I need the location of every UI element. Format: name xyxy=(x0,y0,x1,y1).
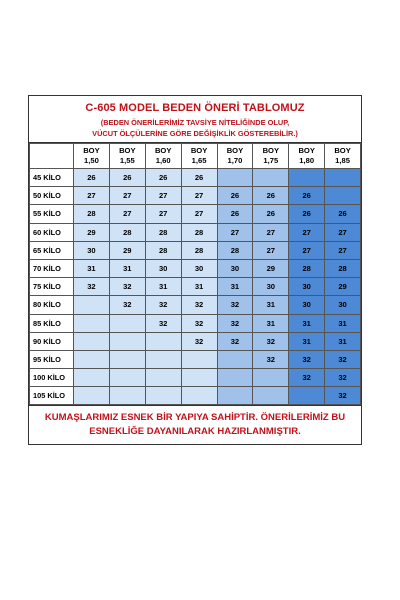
height-header-top: BOY xyxy=(119,146,136,155)
size-cell xyxy=(181,387,217,405)
size-cell: 27 xyxy=(217,223,253,241)
table-row xyxy=(30,169,361,187)
size-cell: 27 xyxy=(325,223,361,241)
size-cell: 32 xyxy=(289,350,325,368)
height-header-6 xyxy=(253,144,289,169)
height-header-top: BOY xyxy=(226,146,244,155)
size-cell: 28 xyxy=(145,241,181,259)
size-cell: 26 xyxy=(145,169,181,187)
table-row xyxy=(30,278,361,296)
size-cell xyxy=(217,350,253,368)
size-cell: 27 xyxy=(74,187,110,205)
page-title: C-605 MODEL BEDEN ÖNERİ TABLOMUZ xyxy=(85,102,305,114)
size-cell: 29 xyxy=(325,278,361,296)
weight-label: 90 KİLO xyxy=(30,332,74,350)
size-cell: 27 xyxy=(145,187,181,205)
size-cell: 32 xyxy=(325,350,361,368)
table-row xyxy=(30,259,361,277)
size-cell xyxy=(217,369,253,387)
size-cell xyxy=(109,350,145,368)
weight-label: 55 KİLO xyxy=(30,205,74,223)
size-cell: 28 xyxy=(145,223,181,241)
size-cell xyxy=(181,350,217,368)
size-cell: 32 xyxy=(181,296,217,314)
size-cell: 31 xyxy=(325,332,361,350)
size-cell xyxy=(217,169,253,187)
height-header-value: 1,70 xyxy=(227,156,243,165)
subtitle-line-1: (BEDEN ÖNERİLERİMİZ TAVSİYE NİTELİĞİNDE OLUP, xyxy=(100,118,290,127)
size-cell: 27 xyxy=(109,205,145,223)
size-cell: 32 xyxy=(217,296,253,314)
size-chart xyxy=(28,95,362,445)
size-cell: 26 xyxy=(217,205,253,223)
height-header-value: 1,50 xyxy=(84,156,99,165)
size-cell xyxy=(289,169,325,187)
weight-label: 85 KİLO xyxy=(30,314,74,332)
size-cell xyxy=(253,169,289,187)
height-header-4 xyxy=(181,144,217,169)
size-cell xyxy=(145,350,181,368)
size-cell: 31 xyxy=(181,278,217,296)
table-row xyxy=(30,241,361,259)
corner-cell xyxy=(30,144,74,169)
weight-label: 50 KİLO xyxy=(30,187,74,205)
size-cell xyxy=(74,332,110,350)
size-cell xyxy=(74,369,110,387)
size-cell: 28 xyxy=(217,241,253,259)
size-cell xyxy=(145,369,181,387)
size-cell: 31 xyxy=(253,314,289,332)
size-cell: 30 xyxy=(217,259,253,277)
size-cell: 27 xyxy=(289,241,325,259)
size-cell xyxy=(253,387,289,405)
size-cell: 31 xyxy=(253,296,289,314)
size-cell xyxy=(109,332,145,350)
size-cell: 28 xyxy=(181,241,217,259)
size-cell: 32 xyxy=(325,387,361,405)
footer-line-1: KUMAŞLARIMIZ ESNEK BİR YAPIYA SAHİPTİR. ÖNERİLERİMİZ BU xyxy=(44,412,346,424)
height-header-value: 1,75 xyxy=(263,156,279,165)
size-cell xyxy=(74,296,110,314)
table-row xyxy=(30,296,361,314)
size-cell: 32 xyxy=(289,369,325,387)
table-row xyxy=(30,223,361,241)
size-cell: 32 xyxy=(325,369,361,387)
table-row xyxy=(30,369,361,387)
size-cell: 32 xyxy=(109,278,145,296)
size-cell: 32 xyxy=(217,332,253,350)
size-cell: 27 xyxy=(109,187,145,205)
size-cell: 29 xyxy=(253,259,289,277)
size-cell xyxy=(109,314,145,332)
size-cell: 31 xyxy=(145,278,181,296)
size-cell: 29 xyxy=(74,223,110,241)
footer-note xyxy=(29,405,361,444)
size-cell: 30 xyxy=(289,296,325,314)
size-cell: 31 xyxy=(289,332,325,350)
size-cell: 31 xyxy=(217,278,253,296)
size-cell: 27 xyxy=(325,241,361,259)
height-header-top: BOY xyxy=(298,146,315,155)
size-cell: 28 xyxy=(74,205,110,223)
size-cell xyxy=(74,314,110,332)
size-cell xyxy=(74,350,110,368)
height-header-3 xyxy=(145,144,181,169)
height-header-value: 1,55 xyxy=(119,156,135,165)
header-block xyxy=(29,96,361,143)
height-header-8 xyxy=(325,144,361,169)
size-cell xyxy=(145,332,181,350)
weight-label: 75 KİLO xyxy=(30,278,74,296)
size-cell: 26 xyxy=(74,169,110,187)
size-cell: 30 xyxy=(74,241,110,259)
subtitle-line-2: VÜCUT ÖLÇÜLERİNE GÖRE DEĞİŞİKLİK GÖSTEREBİLİR.) xyxy=(92,129,298,138)
weight-label: 105 KİLO xyxy=(30,387,74,405)
size-cell: 31 xyxy=(74,259,110,277)
size-cell: 28 xyxy=(325,259,361,277)
table-row xyxy=(30,187,361,205)
size-cell: 32 xyxy=(181,314,217,332)
height-header-top: BOY xyxy=(262,146,280,155)
height-header-top: BOY xyxy=(190,146,208,155)
weight-label: 70 KİLO xyxy=(30,259,74,277)
size-cell xyxy=(109,369,145,387)
size-table xyxy=(29,143,361,405)
size-cell: 26 xyxy=(325,205,361,223)
size-cell xyxy=(145,387,181,405)
size-cell: 31 xyxy=(289,314,325,332)
size-cell: 32 xyxy=(253,332,289,350)
size-cell: 28 xyxy=(181,223,217,241)
size-cell: 32 xyxy=(74,278,110,296)
weight-label: 65 KİLO xyxy=(30,241,74,259)
height-header-value: 1,85 xyxy=(335,156,350,165)
weight-label: 80 KİLO xyxy=(30,296,74,314)
size-cell: 27 xyxy=(253,241,289,259)
size-cell xyxy=(74,387,110,405)
size-cell: 26 xyxy=(217,187,253,205)
size-cell: 26 xyxy=(181,169,217,187)
weight-label: 95 KİLO xyxy=(30,350,74,368)
size-cell: 27 xyxy=(181,187,217,205)
size-cell: 26 xyxy=(253,187,289,205)
size-cell xyxy=(217,387,253,405)
table-row xyxy=(30,332,361,350)
size-cell: 30 xyxy=(325,296,361,314)
height-header-value: 1,65 xyxy=(191,156,207,165)
weight-label: 60 KİLO xyxy=(30,223,74,241)
size-cell xyxy=(325,187,361,205)
footer-line-2: ESNEKLİĞE DAYANILARAK HAZIRLANMIŞTIR. xyxy=(89,426,301,438)
height-header-7 xyxy=(289,144,325,169)
size-cell: 32 xyxy=(253,350,289,368)
size-cell xyxy=(109,387,145,405)
size-cell: 28 xyxy=(289,259,325,277)
size-cell: 27 xyxy=(253,223,289,241)
height-header-2 xyxy=(109,144,145,169)
size-cell: 26 xyxy=(253,205,289,223)
size-cell: 30 xyxy=(253,278,289,296)
size-cell: 31 xyxy=(109,259,145,277)
size-cell: 26 xyxy=(289,187,325,205)
weight-label: 100 KİLO xyxy=(30,369,74,387)
table-row xyxy=(30,387,361,405)
size-cell xyxy=(253,369,289,387)
size-cell: 30 xyxy=(289,278,325,296)
size-cell xyxy=(289,387,325,405)
size-cell: 26 xyxy=(109,169,145,187)
height-header-row xyxy=(30,144,361,169)
size-cell: 32 xyxy=(217,314,253,332)
table-row xyxy=(30,205,361,223)
size-cell: 27 xyxy=(289,223,325,241)
size-cell: 32 xyxy=(145,314,181,332)
size-cell: 32 xyxy=(109,296,145,314)
height-header-1 xyxy=(74,144,110,169)
size-cell: 31 xyxy=(325,314,361,332)
size-cell: 27 xyxy=(181,205,217,223)
height-header-top: BOY xyxy=(83,146,100,155)
size-cell: 28 xyxy=(109,223,145,241)
size-cell: 30 xyxy=(145,259,181,277)
size-cell xyxy=(181,369,217,387)
height-header-top: BOY xyxy=(154,146,172,155)
height-header-top: BOY xyxy=(334,146,351,155)
weight-label: 45 KİLO xyxy=(30,169,74,187)
height-header-value: 1,60 xyxy=(155,156,171,165)
size-cell: 26 xyxy=(289,205,325,223)
table-row xyxy=(30,314,361,332)
table-row xyxy=(30,350,361,368)
size-cell: 32 xyxy=(145,296,181,314)
size-cell: 29 xyxy=(109,241,145,259)
size-cell: 30 xyxy=(181,259,217,277)
height-header-5 xyxy=(217,144,253,169)
height-header-value: 1,80 xyxy=(299,156,315,165)
size-cell xyxy=(325,169,361,187)
weight-rows xyxy=(30,169,361,405)
size-cell: 32 xyxy=(181,332,217,350)
size-cell: 27 xyxy=(145,205,181,223)
